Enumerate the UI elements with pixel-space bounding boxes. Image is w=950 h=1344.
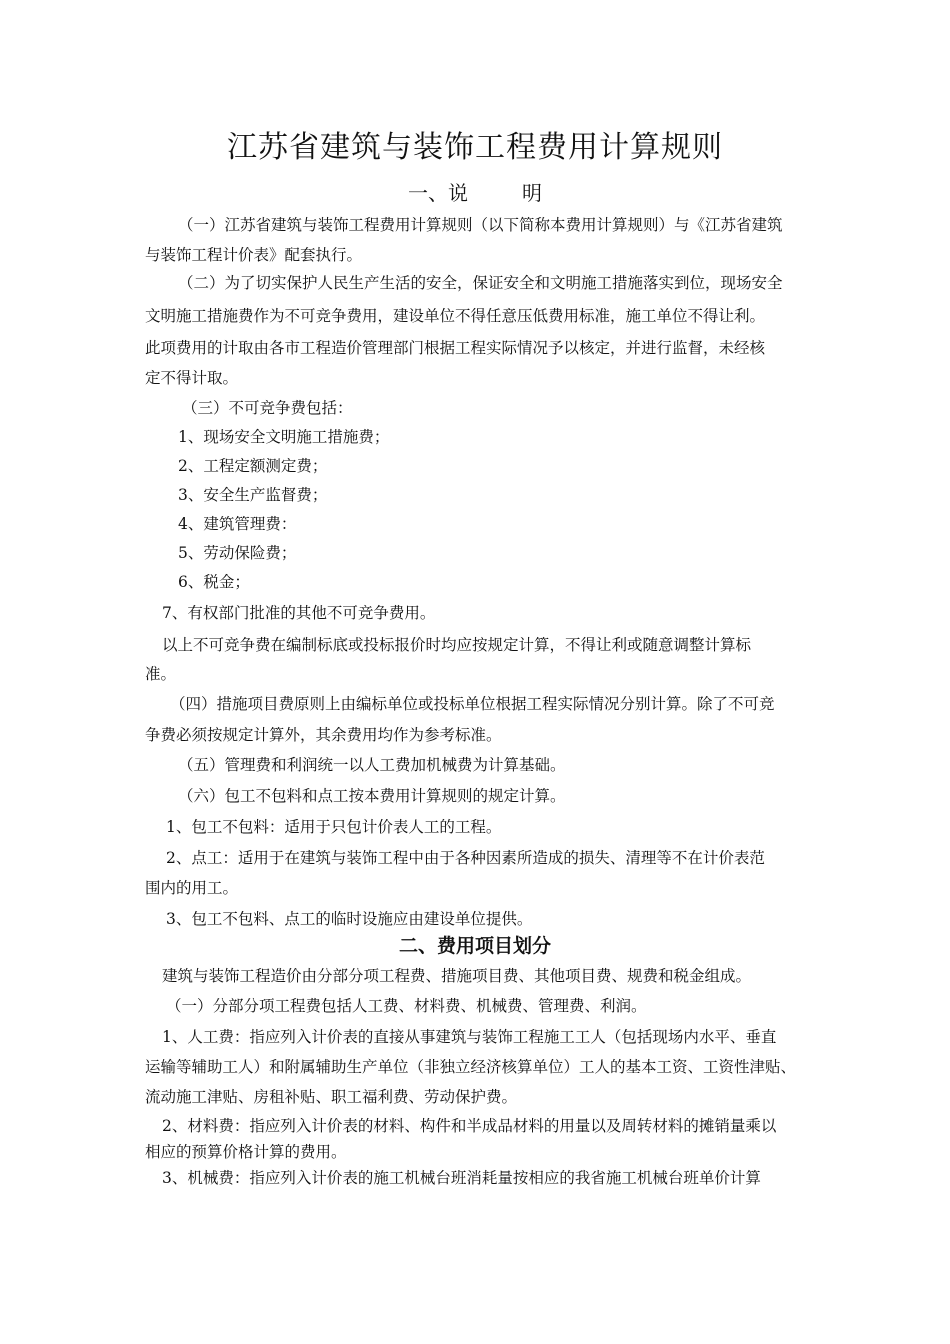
section-heading-number: 一、说 <box>408 181 468 205</box>
paragraph-line: 准。 <box>145 665 177 683</box>
paragraph-line: （二）为了切实保护人民生产生活的安全，保证安全和文明施工措施落实到位，现场安全 <box>178 274 783 292</box>
list-item: 3、安全生产监督费； <box>178 486 328 504</box>
paragraph-line: 文明施工措施费作为不可竞争费用，建设单位不得任意压低费用标准，施工单位不得让利。 <box>145 307 766 325</box>
list-item: 7、有权部门批准的其他不可竞争费用。 <box>162 604 436 622</box>
paragraph-line: （四）措施项目费原则上由编标单位或投标单位根据工程实际情况分别计算。除了不可竞 <box>170 695 775 713</box>
list-item: 4、建筑管理费： <box>178 515 297 533</box>
section-heading-explanation <box>0 178 950 208</box>
paragraph-line: 以上不可竞争费在编制标底或投标报价时均应按规定计算，不得让利或随意调整计算标 <box>162 636 752 654</box>
paragraph-line: 围内的用工。 <box>145 879 239 897</box>
paragraph-line: 与装饰工程计价表》配套执行。 <box>145 246 363 264</box>
list-item: 5、劳动保险费； <box>178 544 297 562</box>
section-heading-word: 明 <box>522 181 542 205</box>
list-item: 3、机械费：指应列入计价表的施工机械台班消耗量按相应的我省施工机械台班单价计算 <box>162 1169 761 1187</box>
paragraph-line: 流动施工津贴、房租补贴、职工福利费、劳动保护费。 <box>145 1088 518 1106</box>
document-title: 江苏省建筑与装饰工程费用计算规则 <box>227 130 723 165</box>
list-item: 2、工程定额测定费； <box>178 457 328 475</box>
paragraph-line: 运输等辅助工人）和附属辅助生产单位（非独立经济核算单位）工人的基本工资、工资性津贴、 <box>145 1058 797 1076</box>
paragraph-line: （一）江苏省建筑与装饰工程费用计算规则（以下简称本费用计算规则）与《江苏省建筑 <box>178 216 783 234</box>
section-heading-cost-items: 二、费用项目划分 <box>398 935 551 957</box>
paragraph-line: （六）包工不包料和点工按本费用计算规则的规定计算。 <box>178 787 566 805</box>
paragraph-line: （五）管理费和利润统一以人工费加机械费为计算基础。 <box>178 756 566 774</box>
list-heading: （三）不可竞争费包括： <box>182 399 353 417</box>
list-item: 2、材料费：指应列入计价表的材料、构件和半成品材料的用量以及周转材料的摊销量乘以 <box>162 1117 777 1135</box>
paragraph-line: 相应的预算价格计算的费用。 <box>145 1143 347 1161</box>
list-item: 1、人工费：指应列入计价表的直接从事建筑与装饰工程施工工人（包括现场内水平、垂直 <box>162 1028 777 1046</box>
list-item: 2、点工：适用于在建筑与装饰工程中由于各种因素所造成的损失、清理等不在计价表范 <box>166 849 765 867</box>
list-item: 1、现场安全文明施工措施费； <box>178 428 390 446</box>
paragraph-line: 定不得计取。 <box>145 369 239 387</box>
list-item: 3、包工不包料、点工的临时设施应由建设单位提供。 <box>166 910 533 928</box>
paragraph-line: （一）分部分项工程费包括人工费、材料费、机械费、管理费、利润。 <box>166 997 647 1015</box>
list-item: 1、包工不包料：适用于只包计价表人工的工程。 <box>166 818 502 836</box>
list-item: 6、税金； <box>178 573 250 591</box>
paragraph-line: 此项费用的计取由各市工程造价管理部门根据工程实际情况予以核定，并进行监督，未经核 <box>145 339 766 357</box>
paragraph-line: 建筑与装饰工程造价由分部分项工程费、措施项目费、其他项目费、规费和税金组成。 <box>162 967 752 985</box>
paragraph-line: 争费必须按规定计算外，其余费用均作为参考标准。 <box>145 726 502 744</box>
